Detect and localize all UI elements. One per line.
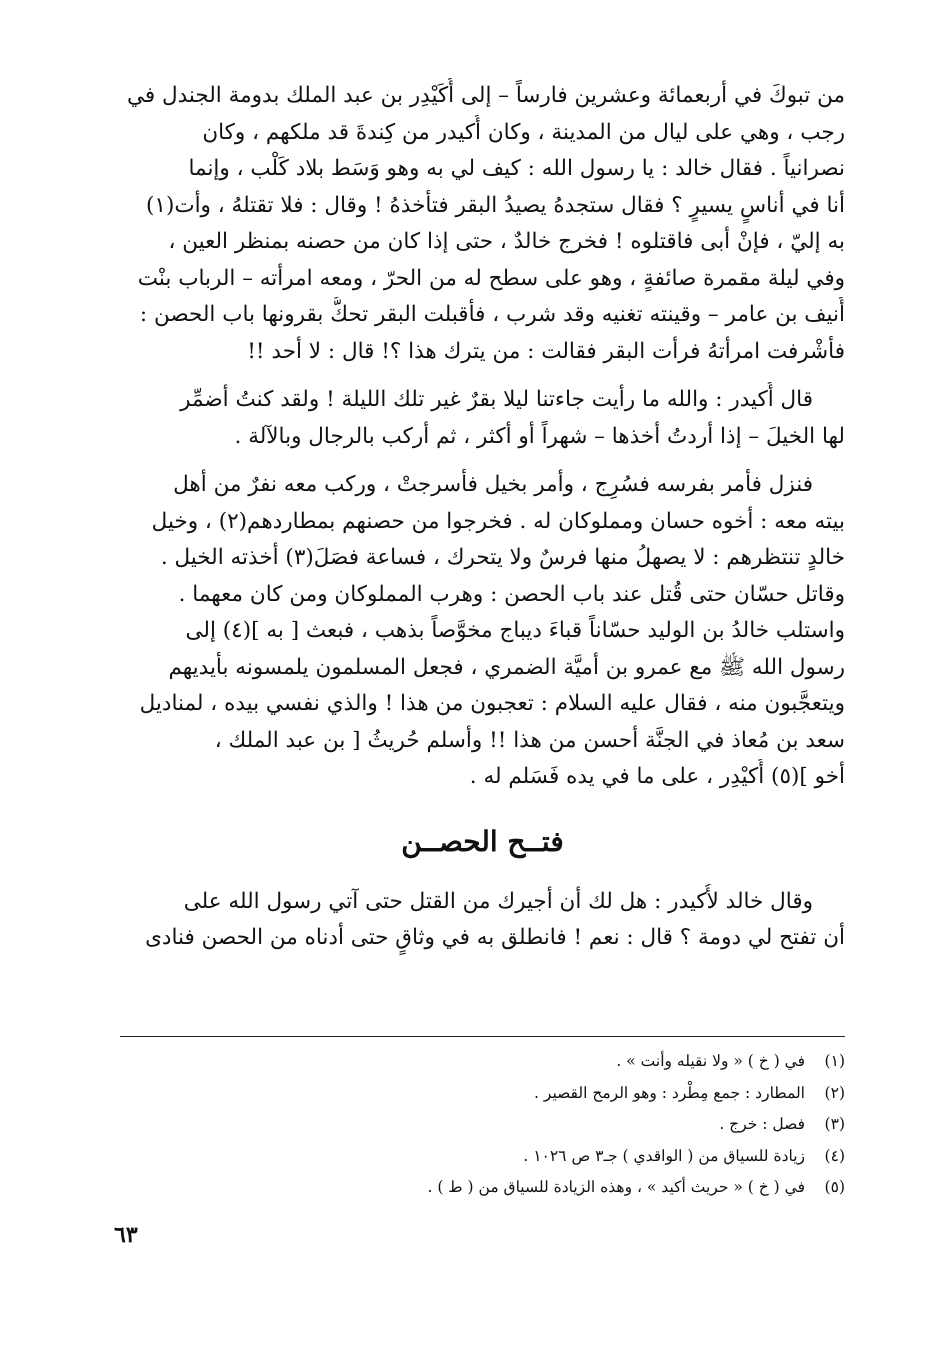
text-line: نصرانياً . فقال خالد : يا رسول الله : كيف لي به وهو وَسَط بلاد كَلْب ، وإنما — [188, 156, 845, 181]
text-line: رسول الله ﷺ مع عمرو بن أميَّة الضمري ، فجعل المسلمون يلمسونه بأيديهم — [168, 654, 845, 680]
footnote-number: (٢) — [824, 1083, 845, 1102]
text-line: وفي ليلة مقمرة صائفةٍ ، وهو على سطح له من الحرّ ، ومعه امرأته – الرباب بنْت — [137, 265, 845, 291]
footnote-divider — [120, 1036, 845, 1037]
footnote-number: (٤) — [824, 1146, 845, 1165]
footnote-item — [120, 1046, 845, 1078]
footnote-text: فصل : خرج . — [719, 1115, 805, 1133]
text-line: من تبوكَ في أربعمائة وعشرين فارساً – إلى أُكَيْدِر بن عبد الملك بدومة الجندل في — [126, 83, 845, 108]
text-line: سعد بن مُعاذ في الجنَّة أحسن من هذا !! وأسلم حُريثُ [ بن عبد الملك ، — [214, 727, 845, 753]
text-line: فأشْرفت امرأتهُ فرأت البقر فقالت : من يترك هذا ؟! قال : لا أحد !! — [247, 338, 845, 364]
paragraph-3 — [120, 467, 845, 796]
text-line: رجب ، وهي على ليال من المدينة ، وكان أُكيدر من كِندةَ قد ملكهم ، وكان — [202, 119, 845, 145]
paragraph-closing — [120, 884, 845, 957]
text-line: قال أُكيدر : والله ما رأيت جاءتنا ليلا بقرٌ غير تلك الليلة ! ولقد كنتُ أضمِّر — [180, 387, 813, 412]
footnote-item — [120, 1172, 845, 1204]
paragraph-2 — [120, 382, 845, 455]
text-line: واستلب خالدُ بن الوليد حسّاناً قباءَ ديباج مخوَّصاً بذهب ، فبعث [ به ](٤) إلى — [185, 618, 845, 643]
page-number: ٦٣ — [114, 1222, 138, 1248]
footnote-item — [120, 1078, 845, 1110]
footnote-item — [120, 1141, 845, 1173]
text-line: لها الخيلَ – إذا أردتُ أخذها – شهراً أو أكثر ، ثم أركب بالرجال وبالآلة . — [234, 423, 845, 449]
text-line: وقال خالد لأُكيدر : هل لك أن أجيرك من القتل حتى آتي رسول الله على — [183, 888, 813, 914]
page-body — [120, 78, 845, 969]
footnote-text: في ( خ ) « حريث أكيد » ، وهذه الزيادة للسياق من ( ط ) . — [427, 1178, 805, 1196]
footnote-text: زيادة للسياق من ( الواقدي ) جـ٣ ص ١٠٢٦ . — [523, 1146, 805, 1165]
footnote-item — [120, 1109, 845, 1141]
footnote-text: المطارد : جمع مِطْرد : وهو الرمح القصير . — [534, 1083, 805, 1102]
text-line: وقاتل حسّان حتى قُتل عند باب الحصن : وهرب المملوكان ومن كان معهما . — [178, 581, 845, 607]
text-line: أنا في أناسٍ يسيرٍ ؟ فقال ستجدهُ يصيدُ البقر فتأخذهُ ! وقال : فلا تقتلهُ ، وأت(١) — [146, 192, 845, 218]
footnote-text: في ( خ ) « ولا نقيله وأنت » . — [616, 1052, 805, 1070]
text-line: فنزل فأمر بفرسه فسُرِج ، وأمر بخيل فأسرجتْ ، وركب معه نفرٌ من أهل — [173, 472, 813, 497]
footnotes — [120, 1046, 845, 1204]
text-line: ويتعجَّبون منه ، فقال عليه السلام : تعجبون من هذا ! والذي نفسي بيده ، لمناديل — [139, 691, 845, 716]
text-line: بيته معه : أخوه حسان ومملوكان له . فخرجوا من حصنهم بمطاردهم(٢) ، وخيل — [151, 508, 845, 534]
text-line: خالدٍ تنتظرهم : لا يصهلُ منها فرسٌ ولا يتحرك ، فساعة فصَلَ(٣) أخذته الخيل . — [160, 545, 845, 570]
footnote-number: (٥) — [824, 1178, 845, 1196]
text-line: به إليّ ، فإنْ أبى فاقتلوه ! فخرج خالدٌ ، حتى إذا كان من حصنه بمنظر العين ، — [168, 229, 845, 254]
paragraph-1 — [120, 78, 845, 370]
text-line: أخو ](٥) أُكيْدِر ، على ما في يده فَسَلم له . — [469, 764, 845, 789]
section-heading: فتــح الحصــن — [401, 824, 564, 858]
footnote-number: (٣) — [824, 1115, 845, 1133]
footnote-number: (١) — [824, 1052, 845, 1070]
text-line: أُنيف بن عامر – وقينته تغنيه وقد شرب ، فأقبلت البقر تحكُّ بقرونها باب الحصن : — [139, 302, 845, 327]
text-line: أن تفتح لي دومة ؟ قال : نعم ! فانطلق به في وثاقٍ حتى أدناه من الحصن فنادى — [145, 925, 845, 950]
